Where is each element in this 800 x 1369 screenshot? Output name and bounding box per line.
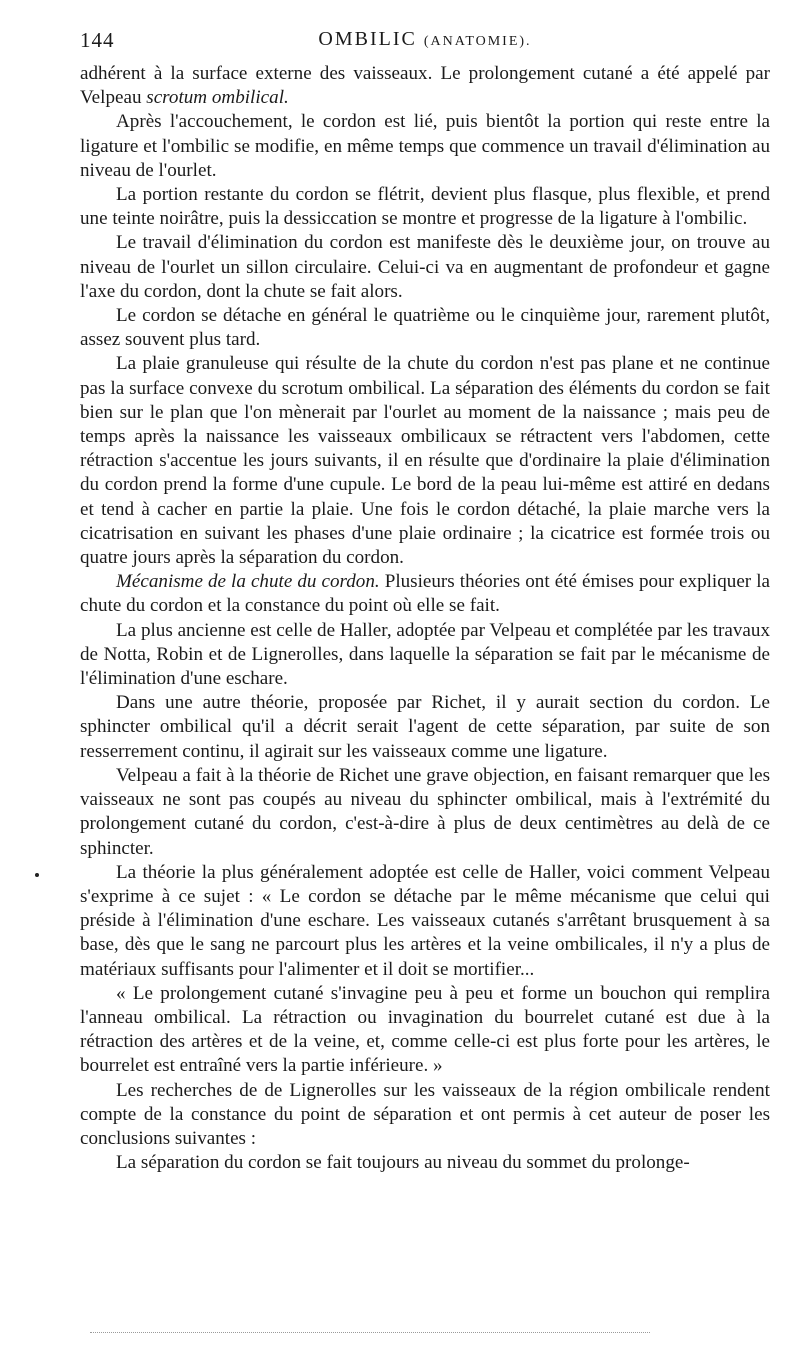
text-run: « Le prolongement cutané s'invagine peu à peu et forme un bouchon qui remplira l'anneau ombilical. La rétraction ou invagination du bourrelet cutané est due à la rétraction des artères et de la veine, et, comme celle-ci est plus forte pour les artères, le bourrelet est entraîné vers la partie inférieure. » bbox=[80, 982, 770, 1077]
text-run: La séparation du cordon se fait toujours au niveau du sommet du prolonge- bbox=[116, 1152, 690, 1174]
footer-rule bbox=[90, 1332, 650, 1333]
text-run: La plus ancienne est celle de Haller, adoptée par Velpeau et complétée par les travaux de Notta, Robin et de Lignerolles, dans laquelle la séparation se fait par le mécanisme de l'élimination d'une eschare. bbox=[80, 619, 770, 690]
text-run: La portion restante du cordon se flétrit, devient plus flasque, plus flexible, et prend une teinte noirâtre, puis la dessiccation se montre et progresse de la ligature à l'ombilic. bbox=[80, 184, 770, 230]
paragraph bbox=[80, 183, 770, 231]
paragraph bbox=[80, 62, 770, 110]
page-number: 144 bbox=[80, 28, 115, 52]
text-run: Plusieurs théories ont été émises pour expliquer la chute du cordon et la constance du point où elle se fait. bbox=[80, 571, 770, 617]
paragraph bbox=[80, 352, 770, 570]
paragraph bbox=[80, 982, 770, 1079]
running-title bbox=[80, 28, 770, 51]
text-run: Le travail d'élimination du cordon est manifeste dès le deuxième jour, on trouve au niveau de l'ourlet un sillon circulaire. Celui-ci va en augmentant de profondeur et gagne l'axe du cordon, dont la chute se fait alors. bbox=[80, 232, 770, 302]
margin-mark bbox=[35, 873, 39, 877]
running-title-subtitle: (ANATOMIE). bbox=[423, 34, 532, 49]
text-run: La plaie granuleuse qui résulte de la chute du cordon n'est pas plane et ne continue pas la surface convexe du scrotum ombilical. La séparation des éléments du cordon se fait bien sur le plan que l'on mènerait par l'ourlet au moment de la naissance ; mais peu de temps après la naissance les vaisseaux ombilicaux se rétractent vers l'abdomen, cette rétraction s'accentue les jours suivants, il en résulte que d'ordinaire la plaie d'élimination du cordon prend la forme d'une cupule. Le bord de la peau lui-même est attiré en dedans et tend à cacher en partie la plaie. Une fois le cordon détaché, la plaie marche vers la cicatrisation en suivant les phases d'une plaie ordinaire ; la cicatrice est formée trois ou quatre jours après la séparation du cordon. bbox=[80, 353, 770, 569]
body-text bbox=[80, 62, 770, 1175]
paragraph bbox=[80, 1151, 770, 1175]
paragraph bbox=[80, 570, 770, 618]
italic-run: Mécanisme de la chute du cordon. bbox=[116, 571, 380, 593]
paragraph bbox=[80, 691, 770, 764]
paragraph bbox=[80, 1079, 770, 1152]
text-run: La théorie la plus généralement adoptée est celle de Haller, voici comment Velpeau s'exprime à ce sujet : « Le cordon se détache par le même mécanisme que celui qui préside à l'élimination d'une eschare. Les vaisseaux cutanés s'arrêtant brusquement à sa base, dès que le sang ne parcourt plus les artères et la veine ombilicales, il n'y a plus de matériaux suffisants pour l'alimenter et il doit se mortifier... bbox=[80, 861, 770, 980]
paragraph bbox=[80, 304, 770, 352]
text-run: adhérent à la surface externe des vaisseaux. Le prolongement cutané a été appelé par Velpeau bbox=[80, 63, 770, 109]
text-run: Dans une autre théorie, proposée par Richet, il y aurait section du cordon. Le sphincter ombilical qu'il a décrit serait l'agent de cette séparation, par suite de son resserrement continu, il agirait sur les vaisseaux comme une ligature. bbox=[80, 692, 770, 762]
text-run: Le cordon se détache en général le quatrième ou le cinquième jour, rarement plutôt, assez souvent plus tard. bbox=[80, 305, 770, 351]
page-header bbox=[80, 28, 770, 58]
paragraph bbox=[80, 231, 770, 304]
text-run: Velpeau a fait à la théorie de Richet une grave objection, en faisant remarquer que les vaisseaux ne sont pas coupés au niveau du sphincter ombilical, mais à l'extrémité du prolongement cutané du cordon, c'est-à-dire à plus de deux centimètres au delà de ce sphincter. bbox=[80, 764, 770, 859]
paragraph bbox=[80, 619, 770, 692]
text-run: Les recherches de de Lignerolles sur les vaisseaux de la région ombilicale rendent compte de la constance du point de séparation et ont permis à cet auteur de poser les conclusions suivantes : bbox=[80, 1079, 770, 1149]
paragraph bbox=[80, 110, 770, 183]
text-run: Après l'accouchement, le cordon est lié, puis bientôt la portion qui reste entre la ligature et l'ombilic se modifie, en même temps que commence un travail d'élimination au niveau de l'ourlet. bbox=[80, 111, 770, 181]
paragraph bbox=[80, 764, 770, 861]
running-title-main: OMBILIC bbox=[318, 28, 417, 50]
italic-run: scrotum ombilical. bbox=[146, 87, 289, 109]
paragraph bbox=[80, 861, 770, 982]
